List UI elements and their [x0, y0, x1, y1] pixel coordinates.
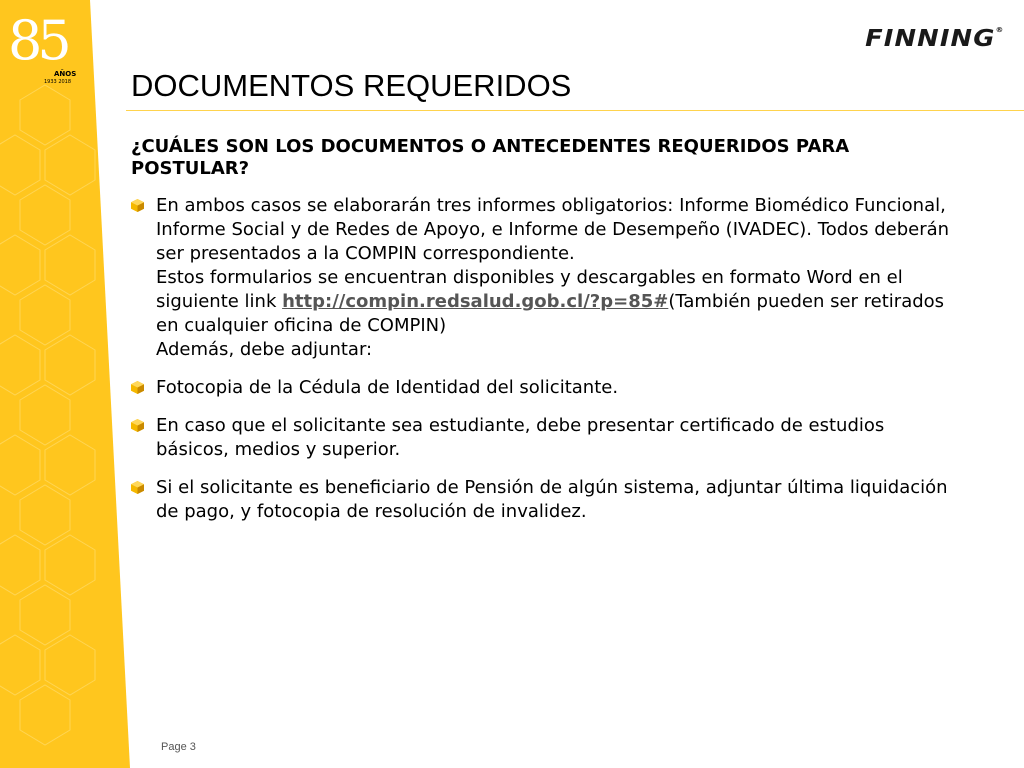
anniversary-word: AÑOS	[54, 70, 77, 78]
anniversary-years: 1933 2018	[44, 79, 72, 85]
bullet-cube-icon	[131, 481, 144, 494]
id-copy-text: Fotocopia de la Cédula de Identidad del solicitante.	[156, 377, 619, 398]
yellow-sidebar	[0, 0, 130, 768]
sidebar-background	[0, 0, 130, 768]
bullet-cube-icon	[131, 419, 144, 432]
anniversary-number: 85	[8, 9, 67, 72]
reports-text: En ambos casos se elaborarán tres informes obligatorios: Informe Biomédico Funcional, Informe Social y de Redes de Apoyo, e Informe de Desempeño (IVADEC). Todos deberán ser presentados a la COMPIN correspondiente.	[156, 195, 950, 264]
bullet-cube-icon	[131, 381, 144, 394]
page-number: Page 3	[161, 741, 196, 753]
slide-content	[131, 136, 961, 538]
pension-text: Si el solicitante es beneficiario de Pensión de algún sistema, adjuntar última liquidación de pago, y fotocopia de resolución de invalidez.	[156, 477, 948, 522]
forms-text-before: Estos formularios se encuentran disponibles y descargables en formato Word en el siguiente link	[156, 267, 903, 312]
compin-link[interactable]: http://compin.redsalud.gob.cl/?p=85#	[282, 291, 669, 312]
registered-mark: ®	[995, 26, 1004, 34]
bullet-item-student	[131, 414, 961, 462]
anniversary-badge	[8, 9, 78, 85]
bullet-list	[131, 194, 961, 524]
student-text: En caso que el solicitante sea estudiante, debe presentar certificado de estudios básicos, medios y superior.	[156, 415, 885, 460]
bullet-item-pension	[131, 476, 961, 524]
forms-text	[156, 266, 961, 338]
title-divider	[126, 110, 1024, 111]
logo-text: FINNING	[864, 26, 996, 52]
bullet-item-reports	[131, 194, 961, 362]
bullet-cube-icon	[131, 199, 144, 212]
bullet-item-id-copy	[131, 376, 961, 400]
forms-text-after: (También pueden ser retirados en cualquier oficina de COMPIN)	[156, 291, 945, 336]
attach-text: Además, debe adjuntar:	[156, 339, 373, 360]
slide-title: DOCUMENTOS REQUERIDOS	[131, 68, 572, 103]
finning-logo	[865, 26, 1004, 52]
section-question: ¿CUÁLES SON LOS DOCUMENTOS O ANTECEDENTES REQUERIDOS PARA POSTULAR?	[131, 136, 850, 179]
